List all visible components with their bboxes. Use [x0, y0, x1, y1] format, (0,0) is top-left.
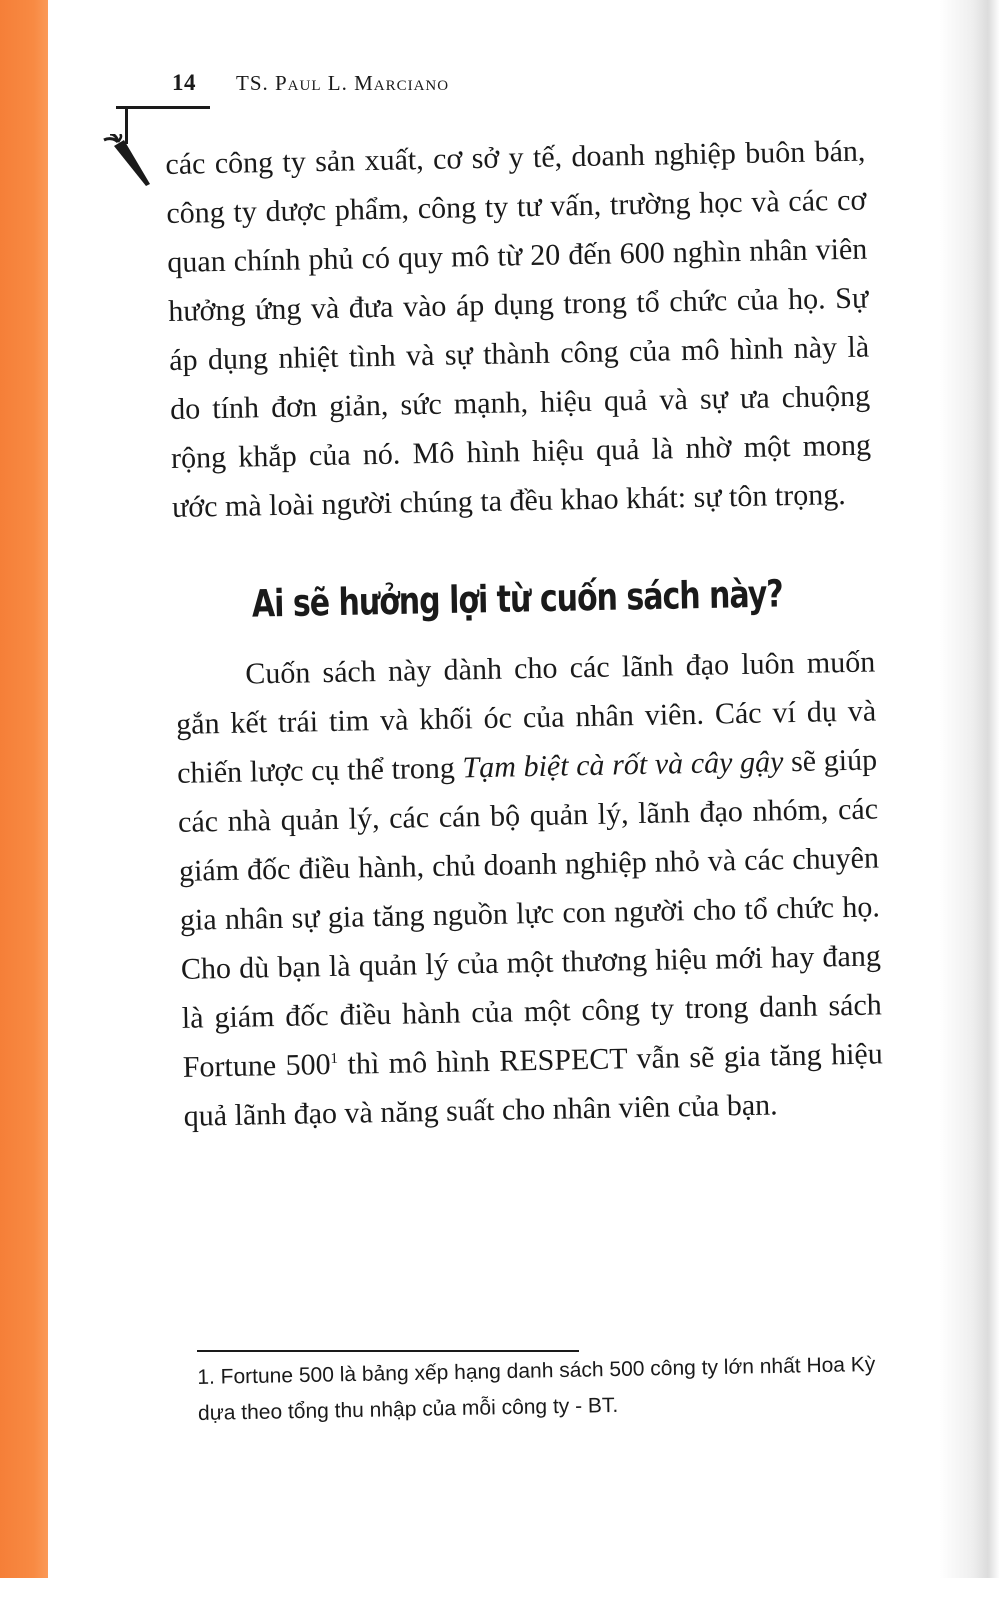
book-spine-edge — [0, 0, 48, 1578]
running-header-author: TS. Paul L. Marciano — [236, 71, 450, 95]
footnote-rule — [197, 1350, 579, 1352]
carrot-icon — [100, 134, 152, 188]
paragraph-1: các công ty sản xuất, cơ sở y tế, doanh nghiệp buôn bán, công ty dược phẩm, công ty tư vấn, trường học và các cơ quan chính phủ có quy mô từ 20 đến 600 nghìn nhân viên hưởng ứng và đưa vào áp dụng trong tổ chức của họ. Sự áp dụng nhiệt tình và sự thành công của mô hình này là do tính đơn giản, sức mạnh, hiệu quả và sự ưa chuộng rộng khắp của nó. Mô hình hiệu quả là nhờ một mong ước mà loài người chúng ta đều khao khát: sự tôn trọng. — [165, 134, 872, 524]
footnote: 1. Fortune 500 là bảng xếp hạng danh sách 500 công ty lớn nhất Hoa Kỳ dựa theo tổng thu nhập của mỗi công ty - BT. — [197, 1352, 876, 1425]
body-text — [165, 127, 884, 1141]
page-edge-shadow — [940, 0, 1000, 1616]
paragraph-2 — [175, 637, 884, 1140]
section-heading: Ai sẽ hưởng lợi từ cuốn sách này? — [251, 572, 784, 627]
header-rule — [116, 106, 210, 109]
running-header — [172, 70, 449, 96]
paragraph-2-text-a: Cuốn sách này dành cho các lãnh đạo luôn muốn gắn kết trái tim và khối óc của nhân viên. Các ví dụ và chiến lược cụ thể trong — [175, 645, 877, 790]
paragraph-2-text-c: thì mô hình RESPECT vẫn sẽ gia tăng hiệu quả lãnh đạo và năng suất cho nhân viên của bạn. — [183, 1037, 884, 1133]
paragraph-2-text-b: sẽ giúp các nhà quản lý, các cán bộ quản lý, lãnh đạo nhóm, các giám đốc điều hành, chủ doanh nghiệp nhỏ và các chuyên gia nhân sự gia tăng nguồn lực con người cho tổ chức họ. Cho dù bạn là quản lý của một thương hiệu mới hay đang là giám đốc điều hành của một công ty trong danh sách Fortune 500 — [177, 743, 883, 1084]
book-title: Tạm biệt cà rốt và cây gậy — [462, 745, 784, 785]
page-bottom-margin — [0, 1578, 1000, 1616]
footnote-marker: 1 — [330, 1050, 339, 1067]
page-number: 14 — [172, 70, 196, 95]
